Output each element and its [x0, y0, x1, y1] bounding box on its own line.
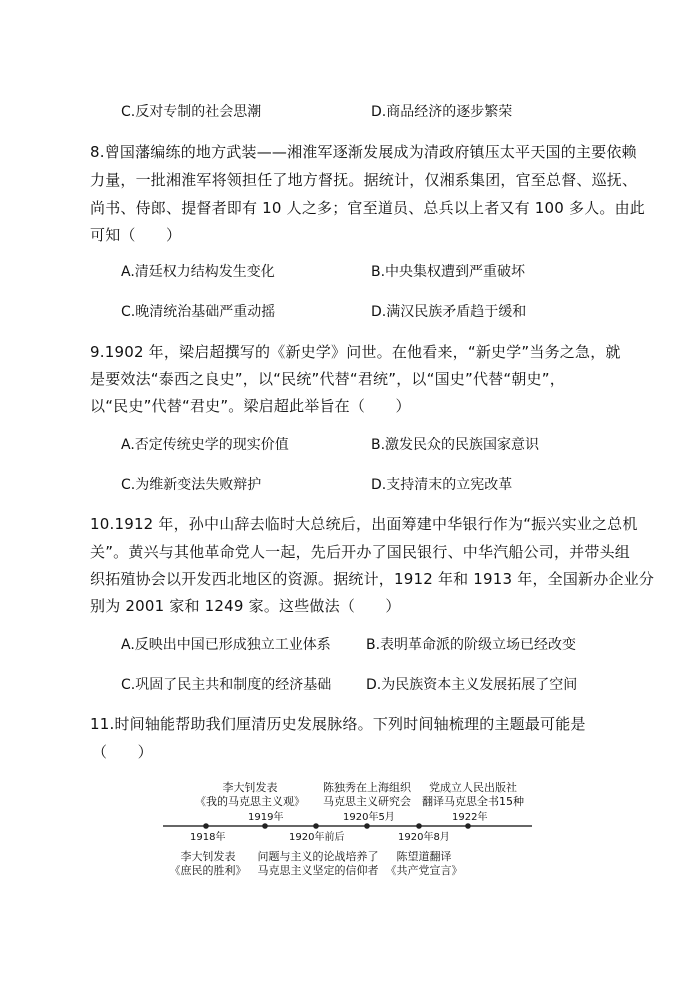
q9-option-d[interactable]: D.支持清末的立宪改革: [371, 477, 513, 493]
timeline-event-below-text: 陈望道翻译: [396, 850, 452, 863]
timeline-dot: [465, 823, 471, 829]
q8-stem-line: 力量，一批湘淮军将领担任了地方督抚。据统计，仅湘系集团，官至总督、巡抚、: [90, 171, 638, 189]
timeline-year-label: 1919年: [248, 812, 284, 823]
q10-stem-line: 织拓殖协会以开发西北地区的资源。据统计，1912 年和 1913 年，全国新办企业分: [90, 570, 655, 588]
q11-stem-line: （ ）: [92, 743, 153, 761]
timeline-event-below-text: 《共产党宣言》: [385, 864, 463, 877]
timeline-event-below-text: 问题与主义的论战培养了: [257, 850, 379, 863]
timeline-year-label: 1920年8月: [398, 832, 450, 843]
q10-stem-line: 关”。黄兴与其他革命党人一起，先后开办了国民银行、中华汽船公司，并带头组: [90, 543, 630, 561]
timeline-dot: [262, 823, 268, 829]
q10-option-c[interactable]: C.巩固了民主共和制度的经济基础: [121, 677, 332, 693]
timeline-event-above-text: 翻译马克思全书15种: [422, 795, 524, 808]
q8-option-c[interactable]: C.晚清统治基础严重动摇: [121, 304, 276, 320]
q9-stem-line: 以“民史”代替“君史”。梁启超此举旨在（ ）: [90, 397, 411, 415]
q10-option-b[interactable]: B.表明革命派的阶级立场已经改变: [366, 637, 577, 653]
timeline-dot: [203, 823, 209, 829]
q9-option-c[interactable]: C.为维新变法失败辩护: [121, 477, 262, 493]
timeline-event-above-text: 陈独秀在上海组织: [323, 781, 411, 794]
q7-option-d[interactable]: D.商品经济的逐步繁荣: [371, 104, 513, 120]
timeline-event-below-text: 马克思主义坚定的信仰者: [257, 864, 379, 877]
q9-option-a[interactable]: A.否定传统史学的现实价值: [121, 437, 289, 453]
q8-option-b[interactable]: B.中央集权遭到严重破坏: [371, 264, 526, 280]
timeline-event-below-text: 《庶民的胜利》: [169, 864, 247, 877]
q8-stem-line: 8.曾国藩编练的地方武装——湘淮军逐渐发展成为清政府镇压太平天国的主要依赖: [90, 143, 637, 161]
timeline-event-below-text: 李大钊发表: [180, 850, 236, 863]
q11-stem-line: 11.时间轴能帮助我们厘清历史发展脉络。下列时间轴梳理的主题最可能是: [90, 715, 586, 733]
q10-stem-line: 别为 2001 家和 1249 家。这些做法（ ）: [90, 597, 401, 615]
timeline-dot: [416, 823, 422, 829]
timeline-year-label: 1920年5月: [343, 812, 395, 823]
timeline-dot: [313, 823, 319, 829]
timeline-year-label: 1920年前后: [289, 832, 345, 843]
q10-option-a[interactable]: A.反映出中国已形成独立工业体系: [121, 637, 331, 653]
q8-stem-line: 可知（ ）: [90, 226, 182, 244]
timeline-year-label: 1922年: [452, 812, 488, 823]
q9-stem-line: 是要效法“泰西之良史”，以“民统”代替“君统”，以“国史”代替“朝史”，: [90, 370, 565, 388]
q8-option-a[interactable]: A.清廷权力结构发生变化: [121, 264, 275, 280]
timeline-event-above-text: 党成立人民出版社: [429, 781, 517, 794]
timeline-event-above-text: 李大钊发表: [222, 781, 278, 794]
q9-stem-line: 9.1902 年，梁启超撰写的《新史学》问世。在他看来，“新史学”当务之急，就: [90, 343, 621, 361]
q9-option-b[interactable]: B.激发民众的民族国家意识: [371, 437, 540, 453]
timeline-event-above-text: 《我的马克思主义观》: [195, 795, 305, 808]
q7-option-c[interactable]: C.反对专制的社会思潮: [121, 104, 262, 120]
timeline-year-label: 1918年: [190, 832, 226, 843]
q10-stem-line: 10.1912 年，孙中山辞去临时大总统后，出面筹建中华银行作为“振兴实业之总机: [90, 515, 638, 533]
q8-option-d[interactable]: D.满汉民族矛盾趋于缓和: [371, 304, 527, 320]
timeline-event-above-text: 马克思主义研究会: [323, 795, 411, 808]
q10-option-d[interactable]: D.为民族资本主义发展拓展了空间: [366, 677, 578, 693]
timeline-dot: [364, 823, 370, 829]
q8-stem-line: 尚书、侍郎、提督者即有 10 人之多；官至道员、总兵以上者又有 100 多人。由此: [90, 199, 645, 217]
